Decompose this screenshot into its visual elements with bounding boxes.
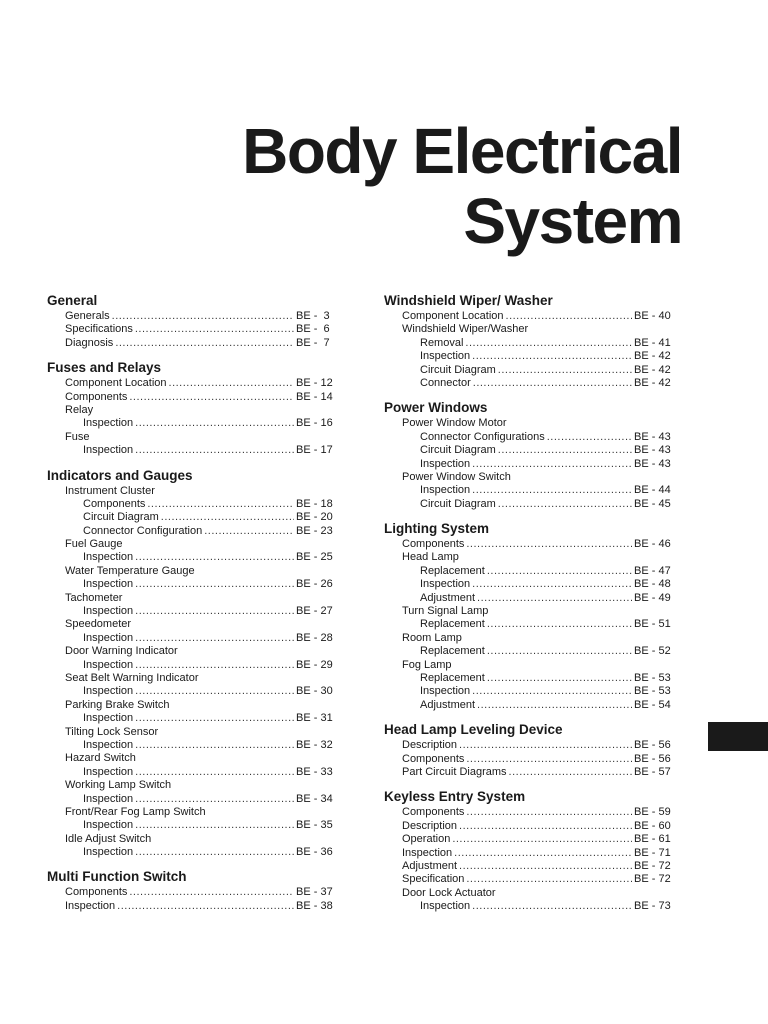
toc-entry-label: Specification: [402, 873, 465, 886]
toc-dot-leader: [487, 672, 632, 685]
toc-section: [47, 293, 340, 350]
toc-entry[interactable]: [47, 417, 340, 430]
toc-page-number: BE - 29: [296, 658, 333, 671]
toc-entry-label: Inspection: [83, 846, 134, 859]
toc-entry: [384, 323, 678, 336]
toc-entry: [47, 538, 340, 551]
toc-entry-label: Generals: [65, 310, 110, 322]
toc-entry[interactable]: [384, 699, 678, 712]
toc-dot-leader: [135, 551, 294, 564]
toc-dot-leader: [117, 900, 294, 913]
toc-entry: [47, 699, 340, 712]
toc-page-number: BE - 32: [296, 738, 333, 751]
toc-entry-label: Room Lamp: [402, 631, 462, 644]
toc-entry-label: Replacement: [420, 671, 485, 684]
toc-page-number: BE - 61: [634, 833, 671, 846]
toc-entry-label: Inspection: [83, 685, 134, 698]
toc-entry: [47, 618, 340, 631]
toc-dot-leader: [135, 323, 294, 336]
toc-page-number: BE - 48: [634, 578, 671, 591]
toc-entry-label: Removal: [420, 336, 464, 349]
toc-entry[interactable]: [47, 632, 340, 645]
toc-entry[interactable]: [47, 310, 340, 323]
toc-entry[interactable]: [47, 323, 340, 336]
toc-dot-leader: [487, 618, 632, 631]
toc-dot-leader: [487, 645, 632, 658]
toc-page-number: BE - 53: [634, 671, 671, 684]
toc-page-number: BE - 49: [634, 591, 671, 604]
toc-page-number: BE - 47: [634, 564, 671, 577]
toc-entry[interactable]: [47, 766, 340, 779]
toc-entry-label: Circuit Diagram: [420, 444, 496, 457]
toc-entry-label: Parking Brake Switch: [65, 698, 170, 711]
toc-page-number: BE - 3: [296, 310, 330, 322]
toc-page-number: BE - 71: [634, 846, 671, 859]
toc-entry-label: Tachometer: [65, 591, 123, 604]
toc-section-title[interactable]: Lighting System: [384, 521, 490, 537]
toc-entry: [47, 404, 340, 417]
toc-dot-leader: [161, 511, 294, 524]
toc-entry[interactable]: [384, 833, 678, 846]
toc-entry-label: Adjustment: [402, 859, 458, 872]
toc-entry[interactable]: [47, 900, 340, 913]
toc-page-number: BE - 34: [296, 792, 333, 805]
toc-page-number: BE - 23: [296, 524, 333, 537]
toc-entry-label: Inspection: [65, 899, 116, 912]
toc-entry-label: Description: [402, 739, 458, 752]
toc-page-number: BE - 12: [296, 377, 333, 390]
toc-entry-label: Inspection: [83, 738, 134, 751]
toc-page-number: BE - 14: [296, 390, 333, 403]
toc-page-number: BE - 43: [634, 457, 671, 470]
toc-page-number: BE - 16: [296, 417, 333, 430]
toc-dot-leader: [477, 592, 632, 605]
toc-dot-leader: [466, 538, 632, 551]
toc-entry: [384, 887, 678, 900]
toc-entry-label: Inspection: [83, 605, 134, 618]
toc-entry-label: Instrument Cluster: [65, 484, 155, 497]
toc-entry-label: Replacement: [420, 618, 485, 631]
toc-page-number: BE - 17: [296, 444, 333, 457]
toc-dot-leader: [112, 310, 294, 323]
toc-page-number: BE - 30: [296, 685, 333, 698]
toc-entry: [384, 659, 678, 672]
page-title-line-1: Body Electrical: [242, 115, 682, 187]
toc-entry: [47, 672, 340, 685]
toc-page-number: BE - 42: [634, 376, 671, 389]
toc-page-number: BE - 20: [296, 511, 333, 524]
toc-entry-label: Components: [83, 497, 146, 510]
toc-entry[interactable]: [47, 685, 340, 698]
toc-entry-label: Components: [65, 390, 128, 403]
toc-page-number: BE - 52: [634, 645, 671, 658]
toc-entry-label: Inspection: [420, 900, 471, 913]
toc-entry: [47, 833, 340, 846]
toc-dot-leader: [135, 632, 294, 645]
toc-page-number: BE - 56: [634, 752, 671, 765]
toc-entry[interactable]: [384, 739, 678, 752]
toc-dot-leader: [459, 860, 632, 873]
toc-entry[interactable]: [47, 525, 340, 538]
toc-page-number: BE - 72: [634, 859, 671, 872]
toc-entry[interactable]: [384, 820, 678, 833]
toc-page-number: BE - 59: [634, 806, 671, 819]
toc-page-number: BE - 56: [634, 739, 671, 752]
toc-dot-leader: [135, 819, 294, 832]
toc-page-number: BE - 53: [634, 685, 671, 698]
toc-entry-label: Inspection: [83, 417, 134, 430]
toc-entry[interactable]: [47, 498, 340, 511]
toc-entry-label: Adjustment: [420, 698, 476, 711]
toc-page-number: BE - 36: [296, 846, 333, 859]
toc-entry: [47, 645, 340, 658]
toc-entry-label: Description: [402, 819, 458, 832]
toc-section-title[interactable]: Windshield Wiper/ Washer: [384, 293, 553, 308]
toc-entry-label: Inspection: [83, 792, 134, 805]
toc-dot-leader: [135, 685, 294, 698]
toc-entry-label: Turn Signal Lamp: [402, 605, 489, 618]
toc-entry[interactable]: [384, 860, 678, 873]
page-title-line-2: System: [463, 185, 682, 257]
toc-entry-label: Front/Rear Fog Lamp Switch: [65, 805, 206, 818]
toc-dot-leader: [135, 417, 294, 430]
toc-entry: [384, 632, 678, 645]
toc-entry-label: Circuit Diagram: [420, 363, 496, 376]
toc-entry-label: Fuse: [65, 430, 90, 443]
toc-dot-leader: [135, 578, 294, 591]
toc-entry-label: Inspection: [420, 350, 471, 363]
toc-entry: [47, 726, 340, 739]
toc-dot-leader: [472, 578, 632, 591]
toc-entry[interactable]: [47, 551, 340, 564]
toc-entry[interactable]: [384, 645, 678, 658]
toc-page-number: BE - 26: [296, 578, 333, 591]
toc-dot-leader: [135, 444, 294, 457]
toc-entry[interactable]: [384, 458, 678, 471]
toc-entry[interactable]: [384, 444, 678, 457]
toc-dot-leader: [135, 846, 294, 859]
toc-entry: [47, 779, 340, 792]
toc-entry-label: Adjustment: [420, 591, 476, 604]
toc-page-number: BE - 44: [634, 484, 671, 497]
toc-page-number: BE - 42: [634, 350, 671, 363]
toc-entry-label: Components: [65, 886, 128, 899]
toc-entry-label: Connector Configuration: [83, 524, 203, 537]
toc-page-number: BE - 73: [634, 900, 671, 913]
toc-entry-label: Specifications: [65, 323, 133, 336]
toc-dot-leader: [135, 605, 294, 618]
toc-entry-label: Components: [402, 752, 465, 765]
toc-page-number: BE - 72: [634, 873, 671, 886]
toc-entry[interactable]: [384, 847, 678, 860]
toc-entry[interactable]: [384, 377, 678, 390]
toc-section: [384, 293, 678, 390]
toc-entry[interactable]: [384, 685, 678, 698]
toc-entry[interactable]: [384, 498, 678, 511]
toc-dot-leader: [472, 484, 632, 497]
toc-section-title[interactable]: Fuses and Relays: [47, 360, 162, 376]
toc-page-number: BE - 35: [296, 819, 333, 832]
toc-entry[interactable]: [47, 886, 340, 899]
toc-entry[interactable]: [384, 578, 678, 591]
toc-dot-leader: [459, 739, 632, 752]
toc-entry[interactable]: [384, 337, 678, 350]
toc-entry[interactable]: [384, 618, 678, 631]
toc-entry-label: Fuel Gauge: [65, 538, 123, 551]
toc-entry-label: Inspection: [83, 444, 134, 457]
toc-entry-label: Inspection: [402, 846, 453, 859]
toc-entry-label: Diagnosis: [65, 336, 114, 349]
toc-section-title[interactable]: Head Lamp Leveling Device: [384, 722, 563, 738]
toc-dot-leader: [509, 766, 632, 779]
toc-entry: [47, 752, 340, 765]
toc-page-number: BE - 27: [296, 605, 333, 618]
toc-dot-leader: [466, 806, 632, 819]
toc-dot-leader: [472, 350, 632, 363]
toc-entry-label: Fog Lamp: [402, 658, 452, 671]
toc-entry-label: Seat Belt Warning Indicator: [65, 671, 199, 684]
toc-column-left: [47, 293, 340, 923]
toc-dot-leader: [547, 431, 632, 444]
toc-page-number: BE - 7: [296, 336, 330, 349]
toc-page-number: BE - 51: [634, 618, 671, 631]
toc-entry[interactable]: [47, 511, 340, 524]
toc-page-number: BE - 45: [634, 497, 671, 510]
toc-page-number: BE - 6: [296, 323, 330, 336]
toc-entry: [384, 471, 678, 484]
toc-entry: [47, 592, 340, 605]
toc-entry: [47, 431, 340, 444]
toc-entry[interactable]: [384, 806, 678, 819]
toc-dot-leader: [487, 565, 632, 578]
toc-entry-label: Component Location: [402, 310, 504, 322]
toc-entry[interactable]: [47, 578, 340, 591]
toc-entry[interactable]: [47, 377, 340, 390]
toc-entry[interactable]: [47, 739, 340, 752]
toc-section: [384, 789, 678, 913]
toc-entry-label: Inspection: [83, 551, 134, 564]
toc-entry[interactable]: [384, 592, 678, 605]
toc-entry[interactable]: [47, 444, 340, 457]
toc-entry-label: Door Warning Indicator: [65, 645, 178, 658]
toc-entry: [47, 565, 340, 578]
toc-page-number: BE - 42: [634, 363, 671, 376]
toc-entry-label: Circuit Diagram: [420, 497, 496, 510]
toc-dot-leader: [466, 873, 632, 886]
toc-entry-label: Inspection: [83, 578, 134, 591]
toc-entry[interactable]: [384, 431, 678, 444]
toc-entry-label: Speedometer: [65, 618, 132, 631]
toc-dot-leader: [135, 659, 294, 672]
toc-page-number: BE - 60: [634, 819, 671, 832]
toc-dot-leader: [477, 699, 632, 712]
toc-entry[interactable]: [47, 819, 340, 832]
toc-dot-leader: [135, 793, 294, 806]
toc-page-number: BE - 28: [296, 631, 333, 644]
toc-entry[interactable]: [47, 793, 340, 806]
toc-dot-leader: [135, 712, 294, 725]
toc-page-number: BE - 33: [296, 765, 333, 778]
toc-dot-leader: [147, 498, 294, 511]
toc-dot-leader: [115, 337, 294, 350]
toc-dot-leader: [506, 310, 632, 323]
toc-page-number: BE - 37: [296, 886, 333, 899]
toc-section: [47, 869, 340, 913]
toc-section: [47, 360, 340, 457]
toc-entry-label: Inspection: [420, 457, 471, 470]
toc-dot-leader: [452, 833, 632, 846]
toc-entry[interactable]: [384, 753, 678, 766]
toc-page-number: BE - 31: [296, 712, 333, 725]
toc-entry-label: Power Window Switch: [402, 470, 511, 483]
toc-section: [384, 722, 678, 779]
toc-entry-label: Head Lamp: [402, 551, 459, 564]
toc-entry-label: Inspection: [420, 484, 471, 497]
toc-entry-label: Operation: [402, 833, 451, 846]
toc-entry[interactable]: [47, 712, 340, 725]
toc-entry: [47, 485, 340, 498]
toc-entry-label: Hazard Switch: [65, 752, 136, 765]
toc-column-right: [384, 293, 678, 923]
toc-dot-leader: [454, 847, 632, 860]
toc-section: [47, 468, 340, 860]
toc-page-number: BE - 54: [634, 698, 671, 711]
toc-page-number: BE - 46: [634, 538, 671, 551]
toc-dot-leader: [498, 444, 632, 457]
toc-dot-leader: [472, 685, 632, 698]
toc-entry-label: Windshield Wiper/Washer: [402, 323, 529, 336]
toc-section-title[interactable]: Multi Function Switch: [47, 869, 187, 885]
toc-entry-label: Power Window Motor: [402, 417, 507, 430]
toc-entry-label: Inspection: [83, 631, 134, 644]
toc-dot-leader: [135, 739, 294, 752]
toc-dot-leader: [129, 391, 294, 404]
toc-entry-label: Inspection: [420, 685, 471, 698]
toc-entry[interactable]: [384, 565, 678, 578]
toc-entry-label: Components: [402, 538, 465, 551]
toc-dot-leader: [459, 820, 632, 833]
toc-dot-leader: [498, 364, 632, 377]
toc-entry-label: Inspection: [83, 819, 134, 832]
toc-page-number: BE - 38: [296, 899, 333, 912]
toc-dot-leader: [465, 337, 632, 350]
toc-entry[interactable]: [384, 484, 678, 497]
toc-entry-label: Part Circuit Diagrams: [402, 765, 507, 778]
toc-entry[interactable]: [47, 337, 340, 350]
toc-entry-label: Inspection: [83, 712, 134, 725]
toc-entry: [384, 605, 678, 618]
toc-section: [384, 521, 678, 712]
toc-section-title[interactable]: Keyless Entry System: [384, 789, 526, 805]
toc-entry[interactable]: [47, 605, 340, 618]
toc-entry-label: Circuit Diagram: [83, 511, 159, 524]
toc-entry-label: Relay: [65, 403, 94, 416]
toc-dot-leader: [129, 886, 294, 899]
toc-dot-leader: [472, 900, 632, 913]
toc-entry[interactable]: [384, 873, 678, 886]
toc-section-title[interactable]: Indicators and Gauges: [47, 467, 193, 483]
toc-page-number: BE - 43: [634, 444, 671, 457]
toc-entry[interactable]: [384, 900, 678, 913]
toc-dot-leader: [473, 377, 632, 390]
toc-entry: [384, 551, 678, 564]
toc-entry-label: Connector Configurations: [420, 430, 545, 443]
toc-entry[interactable]: [384, 766, 678, 779]
toc-entry-label: Replacement: [420, 645, 485, 658]
toc-page-number: BE - 18: [296, 497, 333, 510]
toc-entry[interactable]: [47, 659, 340, 672]
toc-entry-label: Inspection: [420, 578, 471, 591]
toc-entry-label: Connector: [420, 376, 471, 389]
toc-entry-label: Door Lock Actuator: [402, 886, 496, 899]
toc-dot-leader: [169, 377, 294, 390]
page-title: [242, 116, 682, 256]
toc-entry-label: Tilting Lock Sensor: [65, 725, 159, 738]
toc-entry-label: Inspection: [83, 765, 134, 778]
toc-entry-label: Components: [402, 806, 465, 819]
toc-entry[interactable]: [384, 364, 678, 377]
toc-page-number: BE - 57: [634, 765, 671, 778]
toc-entry: [47, 806, 340, 819]
toc-page-number: BE - 40: [634, 310, 671, 322]
toc-entry-label: Idle Adjust Switch: [65, 832, 152, 845]
toc-entry[interactable]: [384, 350, 678, 363]
toc-entry-label: Working Lamp Switch: [65, 779, 172, 792]
toc-page-number: BE - 41: [634, 336, 671, 349]
toc-entry[interactable]: [384, 672, 678, 685]
toc-section-title[interactable]: Power Windows: [384, 400, 488, 416]
section-thumb-tab: [708, 722, 768, 751]
toc-entry-label: Inspection: [83, 658, 134, 671]
toc-dot-leader: [204, 525, 294, 538]
toc-entry[interactable]: [47, 846, 340, 859]
toc-section-title[interactable]: General: [47, 293, 98, 308]
toc-dot-leader: [135, 766, 294, 779]
toc-section: [384, 400, 678, 511]
toc-entry-label: Replacement: [420, 564, 485, 577]
toc-dot-leader: [466, 753, 632, 766]
toc-dot-leader: [498, 498, 632, 511]
toc-dot-leader: [472, 458, 632, 471]
toc-entry: [384, 417, 678, 430]
toc-page-number: BE - 25: [296, 551, 333, 564]
toc-entry-label: Component Location: [65, 377, 167, 390]
toc-entry[interactable]: [384, 538, 678, 551]
toc-page-number: BE - 43: [634, 430, 671, 443]
toc-entry-label: Water Temperature Gauge: [65, 564, 195, 577]
toc-entry[interactable]: [384, 310, 678, 323]
toc-entry[interactable]: [47, 391, 340, 404]
